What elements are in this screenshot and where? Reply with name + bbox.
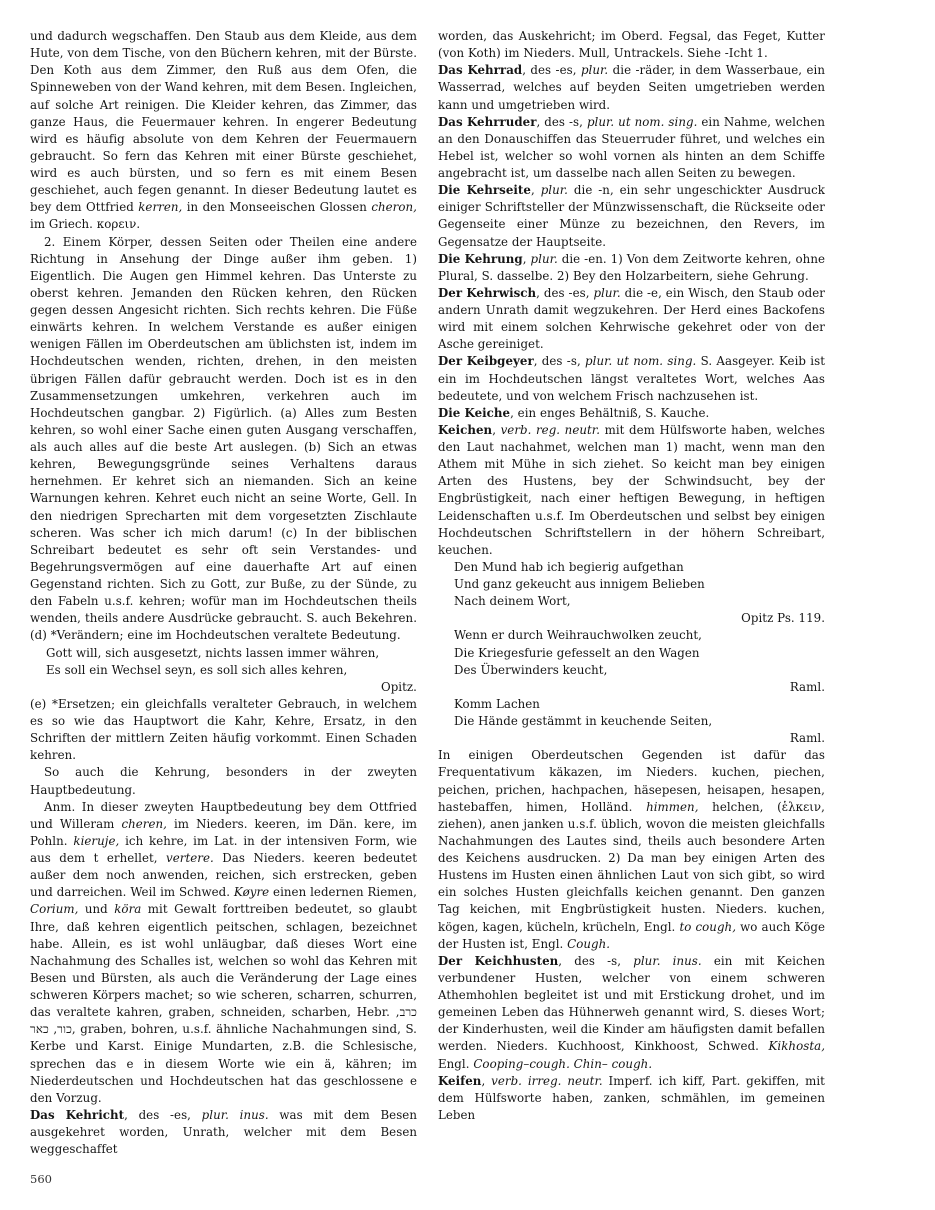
paragraph: (e) *Ersetzen; ein gleichfalls veralteter Gebrauch, in welchem es so wie das Hauptwort die Kahr, Kehre, Ersatz, in den Schriften der mittlern Zeiten häufig vorkommt. Einen Schaden kehren.: [30, 696, 417, 763]
headword: Die Kehrung: [438, 251, 523, 266]
headword: Das Kehrrad: [438, 63, 523, 78]
dictionary-entry: Der Keichhusten, des -s, plur. inus. ein mit Keichen verbundener Husten, welcher von einem schweren Athemhohlen begleitet ist und mit Erstickung drohet, und im gemeinen Leben das Hühnerweh genannt wird, S. dieses Wort; der Kinderhusten, weil die Kinder am häufigsten damit befallen werden. Nieders. Kuchhoost, Kinkhoost, Schwed. Kikhosta, Engl. Cooping–cough. Chin– cough.: [438, 953, 825, 1071]
right-column: [438, 28, 825, 1124]
headword: Die Keiche: [438, 405, 511, 420]
dictionary-entry: Keifen, verb. irreg. neutr. Imperf. ich kiff, Part. gekiffen, mit dem Hülfsworte haben, zanken, schmählen, im gemeinen Leben: [438, 1073, 825, 1122]
paragraph: und dadurch wegschaffen. Den Staub aus dem Kleide, aus dem Hute, von dem Tische, von den Büchern kehren, mit der Bürste. Den Koth aus dem Zimmer, den Ruß aus dem Ofen, die Spinneweben von der Wand kehren, mit dem Besen. Ingleichen, auf solche Art reinigen. Die Kleider kehren, das Zimmer, das ganze Haus, die Feuermauer kehren. In engerer Bedeutung wird es häufig absolute von dem Kehren der Feuermauern gebraucht. So fern das Kehren mit einer Bürste geschiehet, wird es auch bürsten, und so fern es mit einem Besen geschiehet, auch fegen genannt. In dieser Bedeutung lautet es bey dem Ottfried kerren, in den Monseeischen Glossen cheron, im Griech. κορειν.: [30, 29, 417, 232]
headword: Der Keibgeyer: [438, 354, 534, 369]
headword: Keichen: [438, 422, 493, 437]
verse-line: Es soll ein Wechsel seyn, es soll sich alles kehren,: [46, 662, 348, 677]
headword: Keifen: [438, 1073, 482, 1088]
dictionary-entry: Das Kehrruder, des -s, plur. ut nom. sing. ein Nahme, welchen an den Donauschiffen das Steuerruder führet, und welches ein Hebel ist, welcher so wohl vornen als hinten an dem Schiffe angebracht ist, um dasselbe nach allen Seiten zu bewegen.: [438, 114, 825, 180]
paragraph: In einigen Oberdeutschen Gegenden ist dafür das Frequentativum käkazen, im Nieders. kuchen, piechen, peichen, prichen, hachpachen, häsepesen, heisapen, hesapen, hastebaffen, himen, Holländ. himmen, helchen, (ἑλκειν, ziehen), anen janken u.s.f. üblich, wovon die meisten gleichfalls Nachahmungen des Lautes sind, theils auch besondere Arten des Keichens ausdrucken. 2) Da man bey einigen Arten des Hustens im Husten einen ähnlichen Laut von sich gibt, so wird ein solches Husten gleichfalls keichen genannt. Den ganzen Tag keichen, mit Engbrüstigkeit husten. Nieders. kuchen, kögen, kagen, kücheln, krücheln, Engl. to cough, wo auch Köge der Husten ist, Engl. Cough.: [438, 748, 825, 951]
verse-line: Die Kriegesfurie gefesselt an den Wagen: [454, 645, 700, 660]
page-number: 560: [30, 1172, 52, 1186]
verse-attribution: Opitz Ps. 119.: [741, 611, 825, 626]
paragraph: worden, das Auskehricht; im Oberd. Fegsal, das Feget, Kutter (von Koth) im Nieders. Mull, Untrackels. Siehe -Icht 1.: [438, 29, 825, 61]
headword: Das Kehrruder: [438, 114, 537, 129]
verse-line: Des Überwinders keucht,: [454, 662, 608, 677]
dictionary-entry: Das Kehricht, des -es, plur. inus. was mit dem Besen ausgekehret worden, Unrath, welcher mit dem Besen weggeschaffet: [30, 1107, 417, 1157]
verse-attribution: Raml.: [789, 679, 825, 694]
dictionary-entry: Das Kehrrad, des -es, plur. die -räder, in dem Wasserbaue, ein Wasserrad, welches auf beyden Seiten umgetrieben werden kann und umgetrieben wird.: [438, 63, 825, 112]
headword: Der Kehrwisch: [438, 285, 537, 300]
verse-line: Den Mund hab ich begierig aufgethan: [454, 559, 684, 574]
dictionary-entry: Die Kehrung, plur. die -en. 1) Von dem Zeitworte kehren, ohne Plural, S. dasselbe. 2) Bey den Holzarbeitern, siehe Gehrung.: [438, 251, 825, 283]
paragraph: 2. Einem Körper, dessen Seiten oder Theilen eine andere Richtung in Ansehung der Dinge außer ihm geben. 1) Eigentlich. Die Augen gen Himmel kehren. Das Unterste zu oberst kehren. Jemanden den Rücken kehren, den Rücken gegen dessen Angesicht richten. Sich rechts kehren. Die Füße einwärts kehren. In welchem Verstande es außer einigen wenigen Fällen im Oberdeutschen am üblichsten ist, indem im Hochdeutschen wenden, richten, drehen, in den meisten übrigen Fällen dafür gebraucht werden. Doch ist es in den Zusammensetzungen umkehren, verkehren auch im Hochdeutschen gangbar. 2) Figürlich. (a) Alles zum Besten kehren, so wohl einer Sache einen guten Ausgang verschaffen, als auch alles auf die beste Art auslegen. (b) Sich an etwas kehren, Bewegungsgründe seines Verhaltens daraus hernehmen. Er kehret sich an niemanden. Sich an keine Warnungen kehren. Kehret euch nicht an seine Worte, Gell. In den niedrigen Sprecharten mit dem vorgesetzten Zischlaute scheren. Was scher ich mich darum! (c) In der biblischen Schreibart bedeutet es sehr oft sein Verstandes- und Begehrungsvermögen auf eine dauerhafte Art auf einen Gegenstand richten. Sich zu Gott, zur Buße, zu der Sünde, zu den Fabeln u.s.f. kehren; wofür man im Hochdeutschen theils wenden, theils andere Ausdrücke gebraucht. S. auch Bekehren. (d) *Verändern; eine im Hochdeutschen veraltete Bedeutung.: [30, 234, 417, 643]
dictionary-entry: Der Keibgeyer, des -s, plur. ut nom. sing. S. Aasgeyer. Keib ist ein im Hochdeutschen längst veraltetes Wort, welches Aas bedeutete, und von welchem Frisch nachzusehen ist.: [438, 354, 825, 403]
verse-attribution: Raml.: [789, 731, 825, 746]
dictionary-entry: Die Kehrseite, plur. die -n, ein sehr ungeschickter Ausdruck einiger Schriftsteller der Münzwissenschaft, die Rückseite oder Gegenseite einer Münze zu bezeichnen, den Revers, im Gegensatze der Hauptseite.: [438, 183, 825, 249]
dictionary-entry: Keichen, verb. reg. neutr. mit dem Hülfsworte haben, welches den Laut nachahmet, welchen man 1) macht, wenn man den Athem mit Mühe in sich ziehet. So keicht man bey einigen Arten des Hustens, bey der Schwindsucht, bey der Engbrüstigkeit, nach einer heftigen Bewegung, in heftigen Leidenschaften u.s.f. Im Oberdeutschen und selbst bey einigen Hochdeutschen Schriftstellern in der höhern Schreibart, keuchen.: [438, 422, 825, 557]
headword: Der Keichhusten: [438, 953, 559, 968]
verse-line: Komm Lachen: [454, 696, 540, 711]
verse-line: Und ganz gekeucht aus innigem Belieben: [454, 577, 705, 591]
paragraph: So auch die Kehrung, besonders in der zweyten Hauptbedeutung.: [30, 765, 417, 797]
annotation-paragraph: Anm. In dieser zweyten Hauptbedeutung bey dem Ottfried und Willeram cheren, im Nieders. keeren, im Dän. kere, im Pohln. kieruje, ich kehre, im Lat. in der intensiven Form, wie aus dem t erhellet, vertere. Das Nieders. keeren bedeutet außer dem noch anwenden, reichen, sich erstrecken, geben und darreichen. Weil im Schwed. Køyre einen ledernen Riemen, Corium, und köra mit Gewalt forttreiben bedeutet, so glaubt Ihre, daß kehren eigentlich peitschen, schlagen, bezeichnet habe. Allein, es ist wohl unläugbar, daß dieses Wort eine Nachahmung des Schalles ist, welchen so wohl das Kehren mit Besen und Bürsten, als auch die Veränderung der Lage eines schweren Körpers machet; so wie scheren, scharren, schurren, das veraltete kahren, graben, schneiden, scharben, Hebr. כרב, כור, כאר, graben, bohren, u.s.f. ähnliche Nachahmungen sind, S. Kerbe und Karst. Einige Mundarten, z.B. die Schlesische, sprechen das e in diesem Worte wie ein ä, kähren; im Niederdeutschen und Hochdeutschen hat das geschlossene e den Vorzug.: [30, 799, 417, 1105]
left-column: [30, 28, 417, 1158]
verse-line: Nach deinem Wort,: [454, 594, 571, 609]
headword: Das Kehricht: [30, 1107, 125, 1122]
verse-line: Gott will, sich ausgesetzt, nichts lassen immer währen,: [46, 645, 380, 660]
dictionary-entry: Die Keiche, ein enges Behältniß, S. Kauche.: [438, 405, 710, 420]
verse-line: Wenn er durch Weihrauchwolken zeucht,: [454, 628, 702, 643]
verse-attribution: Opitz.: [380, 679, 417, 694]
headword: Die Kehrseite: [438, 183, 531, 198]
verse-line: Die Hände gestämmt in keuchende Seiten,: [454, 714, 713, 728]
dictionary-entry: Der Kehrwisch, des -es, plur. die -e, ein Wisch, den Staub oder andern Unrath damit wegzukehren. Der Herd eines Backofens wird mit einem solchen Kehrwische gekehret oder von der Asche gereiniget.: [438, 285, 825, 352]
